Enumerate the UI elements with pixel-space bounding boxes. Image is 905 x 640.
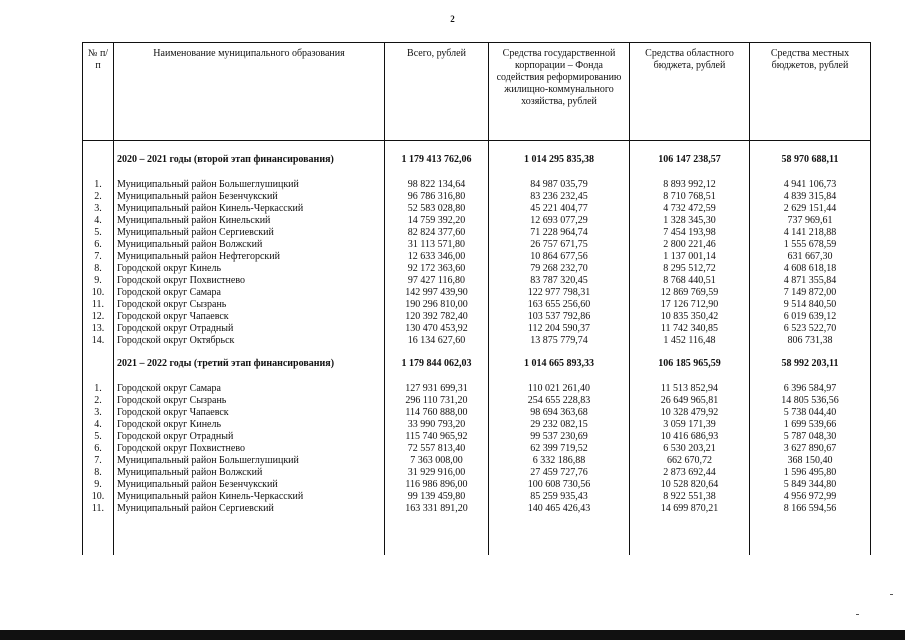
row-local: 5 787 048,30 xyxy=(750,431,871,443)
row-fund: 254 655 228,83 xyxy=(489,395,630,407)
row-fund: 103 537 792,86 xyxy=(489,311,630,323)
table-row xyxy=(83,383,871,395)
row-num: 4. xyxy=(83,419,114,431)
table-row xyxy=(83,503,871,515)
row-fund: 83 236 232,45 xyxy=(489,191,630,203)
table-row xyxy=(83,251,871,263)
row-local: 6 523 522,70 xyxy=(750,323,871,335)
row-regional: 11 742 340,85 xyxy=(630,323,750,335)
row-fund: 84 987 035,79 xyxy=(489,179,630,191)
row-fund: 140 465 426,43 xyxy=(489,503,630,515)
row-local: 3 627 890,67 xyxy=(750,443,871,455)
row-regional: 1 137 001,14 xyxy=(630,251,750,263)
row-name: Городской округ Сызрань xyxy=(114,299,385,311)
row-regional: 6 530 203,21 xyxy=(630,443,750,455)
row-total: 31 929 916,00 xyxy=(385,467,489,479)
table-row xyxy=(83,191,871,203)
row-total: 7 363 008,00 xyxy=(385,455,489,467)
row-num: 10. xyxy=(83,491,114,503)
table-row xyxy=(83,335,871,347)
row-total: 142 997 439,90 xyxy=(385,287,489,299)
stage1-fund: 1 014 295 835,38 xyxy=(489,153,630,167)
table-row xyxy=(83,455,871,467)
row-total: 127 931 699,31 xyxy=(385,383,489,395)
spacer-row xyxy=(83,141,871,154)
scan-speck xyxy=(856,614,859,615)
row-regional: 12 869 769,59 xyxy=(630,287,750,299)
row-local: 4 608 618,18 xyxy=(750,263,871,275)
row-local: 5 849 344,80 xyxy=(750,479,871,491)
spacer-row xyxy=(83,371,871,383)
row-name: Муниципальный район Кинель-Черкасский xyxy=(114,203,385,215)
row-fund: 100 608 730,56 xyxy=(489,479,630,491)
row-num: 11. xyxy=(83,503,114,515)
scan-speck xyxy=(890,594,893,595)
stage2-local: 58 992 203,11 xyxy=(750,357,871,371)
table-row xyxy=(83,263,871,275)
row-total: 72 557 813,40 xyxy=(385,443,489,455)
row-num: 9. xyxy=(83,275,114,287)
row-num: 12. xyxy=(83,311,114,323)
row-num: 5. xyxy=(83,227,114,239)
row-total: 296 110 731,20 xyxy=(385,395,489,407)
table-row xyxy=(83,395,871,407)
row-local: 8 166 594,56 xyxy=(750,503,871,515)
row-total: 130 470 453,92 xyxy=(385,323,489,335)
row-regional: 2 873 692,44 xyxy=(630,467,750,479)
row-regional: 4 732 472,59 xyxy=(630,203,750,215)
row-name: Городской округ Кинель xyxy=(114,419,385,431)
scan-edge-bar xyxy=(0,630,905,640)
row-total: 92 172 363,60 xyxy=(385,263,489,275)
row-fund: 122 977 798,31 xyxy=(489,287,630,299)
row-local: 4 871 355,84 xyxy=(750,275,871,287)
table-row xyxy=(83,419,871,431)
row-total: 115 740 965,92 xyxy=(385,431,489,443)
row-fund: 45 221 404,77 xyxy=(489,203,630,215)
row-name: Городской округ Отрадный xyxy=(114,431,385,443)
row-num: 2. xyxy=(83,191,114,203)
row-local: 9 514 840,50 xyxy=(750,299,871,311)
row-fund: 10 864 677,56 xyxy=(489,251,630,263)
stage1-regional: 106 147 238,57 xyxy=(630,153,750,167)
row-name: Городской округ Похвистнево xyxy=(114,443,385,455)
row-local: 2 629 151,44 xyxy=(750,203,871,215)
row-num: 11. xyxy=(83,299,114,311)
row-total: 31 113 571,80 xyxy=(385,239,489,251)
row-local: 7 149 872,00 xyxy=(750,287,871,299)
row-num: 8. xyxy=(83,263,114,275)
header-name: Наименование муниципального образования xyxy=(114,43,385,141)
row-name: Городской округ Самара xyxy=(114,287,385,299)
row-local: 4 956 972,99 xyxy=(750,491,871,503)
table-row xyxy=(83,479,871,491)
stage2-summary-row xyxy=(83,357,871,371)
row-fund: 79 268 232,70 xyxy=(489,263,630,275)
row-local: 6 019 639,12 xyxy=(750,311,871,323)
stage1-total: 1 179 413 762,06 xyxy=(385,153,489,167)
row-regional: 10 835 350,42 xyxy=(630,311,750,323)
spacer-row xyxy=(83,515,871,525)
row-local: 1 596 495,80 xyxy=(750,467,871,479)
row-regional: 7 454 193,98 xyxy=(630,227,750,239)
table-row xyxy=(83,203,871,215)
row-total: 98 822 134,64 xyxy=(385,179,489,191)
row-regional: 10 328 479,92 xyxy=(630,407,750,419)
row-regional: 11 513 852,94 xyxy=(630,383,750,395)
row-local: 737 969,61 xyxy=(750,215,871,227)
row-total: 163 331 891,20 xyxy=(385,503,489,515)
row-name: Муниципальный район Большеглушицкий xyxy=(114,455,385,467)
row-name: Муниципальный район Волжский xyxy=(114,467,385,479)
table-row xyxy=(83,491,871,503)
table-row xyxy=(83,227,871,239)
stage1-summary-row xyxy=(83,153,871,167)
row-total: 114 760 888,00 xyxy=(385,407,489,419)
row-fund: 13 875 779,74 xyxy=(489,335,630,347)
row-local: 1 699 539,66 xyxy=(750,419,871,431)
row-name: Муниципальный район Сергиевский xyxy=(114,227,385,239)
row-num: 3. xyxy=(83,203,114,215)
stage1-title: 2020 – 2021 годы (второй этап финансирования) xyxy=(114,153,385,167)
table-header-row xyxy=(83,43,871,141)
row-regional: 2 800 221,46 xyxy=(630,239,750,251)
row-name: Муниципальный район Нефтегорский xyxy=(114,251,385,263)
row-regional: 662 670,72 xyxy=(630,455,750,467)
row-regional: 8 295 512,72 xyxy=(630,263,750,275)
row-regional: 8 768 440,51 xyxy=(630,275,750,287)
row-regional: 1 452 116,48 xyxy=(630,335,750,347)
row-num: 10. xyxy=(83,287,114,299)
row-regional: 26 649 965,81 xyxy=(630,395,750,407)
spacer-row xyxy=(83,347,871,357)
financing-table xyxy=(82,42,871,555)
row-total: 96 786 316,80 xyxy=(385,191,489,203)
spacer-row xyxy=(83,167,871,179)
page-number: 2 xyxy=(450,14,455,24)
table-row xyxy=(83,239,871,251)
stage1-local: 58 970 688,11 xyxy=(750,153,871,167)
row-regional: 3 059 171,39 xyxy=(630,419,750,431)
row-name: Муниципальный район Кинельский xyxy=(114,215,385,227)
row-local: 14 805 536,56 xyxy=(750,395,871,407)
table-row xyxy=(83,311,871,323)
stage2-title: 2021 – 2022 годы (третий этап финансирования) xyxy=(114,357,385,371)
row-num: 9. xyxy=(83,479,114,491)
row-name: Муниципальный район Большеглушицкий xyxy=(114,179,385,191)
row-regional: 8 710 768,51 xyxy=(630,191,750,203)
row-local: 806 731,38 xyxy=(750,335,871,347)
header-total: Всего, рублей xyxy=(385,43,489,141)
row-local: 1 555 678,59 xyxy=(750,239,871,251)
row-name: Муниципальный район Безенчукский xyxy=(114,191,385,203)
table-body xyxy=(83,141,871,556)
row-name: Городской округ Отрадный xyxy=(114,323,385,335)
header-regional: Средства областного бюджета, рублей xyxy=(630,43,750,141)
row-fund: 99 537 230,69 xyxy=(489,431,630,443)
row-num: 7. xyxy=(83,251,114,263)
row-num: 8. xyxy=(83,467,114,479)
row-num: 14. xyxy=(83,335,114,347)
row-num: 13. xyxy=(83,323,114,335)
row-total: 33 990 793,20 xyxy=(385,419,489,431)
row-fund: 27 459 727,76 xyxy=(489,467,630,479)
row-regional: 10 528 820,64 xyxy=(630,479,750,491)
row-total: 97 427 116,80 xyxy=(385,275,489,287)
row-regional: 8 893 992,12 xyxy=(630,179,750,191)
row-fund: 12 693 077,29 xyxy=(489,215,630,227)
row-num: 1. xyxy=(83,383,114,395)
header-num: № п/п xyxy=(83,43,114,141)
row-name: Городской округ Чапаевск xyxy=(114,407,385,419)
row-num: 7. xyxy=(83,455,114,467)
row-total: 99 139 459,80 xyxy=(385,491,489,503)
row-regional: 14 699 870,21 xyxy=(630,503,750,515)
row-total: 82 824 377,60 xyxy=(385,227,489,239)
row-total: 116 986 896,00 xyxy=(385,479,489,491)
row-total: 120 392 782,40 xyxy=(385,311,489,323)
row-name: Городской округ Чапаевск xyxy=(114,311,385,323)
row-total: 16 134 627,60 xyxy=(385,335,489,347)
table-row xyxy=(83,323,871,335)
row-fund: 71 228 964,74 xyxy=(489,227,630,239)
row-total: 14 759 392,20 xyxy=(385,215,489,227)
stage2-total: 1 179 844 062,03 xyxy=(385,357,489,371)
row-num: 1. xyxy=(83,179,114,191)
row-name: Городской округ Похвистнево xyxy=(114,275,385,287)
table-row xyxy=(83,467,871,479)
table-row xyxy=(83,443,871,455)
row-num: 4. xyxy=(83,215,114,227)
row-regional: 17 126 712,90 xyxy=(630,299,750,311)
row-local: 368 150,40 xyxy=(750,455,871,467)
row-name: Муниципальный район Безенчукский xyxy=(114,479,385,491)
stage2-regional: 106 185 965,59 xyxy=(630,357,750,371)
table-row xyxy=(83,407,871,419)
header-local: Средства местных бюджетов, рублей xyxy=(750,43,871,141)
row-local: 6 396 584,97 xyxy=(750,383,871,395)
row-fund: 163 655 256,60 xyxy=(489,299,630,311)
row-fund: 85 259 935,43 xyxy=(489,491,630,503)
row-num: 2. xyxy=(83,395,114,407)
row-regional: 1 328 345,30 xyxy=(630,215,750,227)
row-num: 3. xyxy=(83,407,114,419)
row-fund: 110 021 261,40 xyxy=(489,383,630,395)
table-row xyxy=(83,287,871,299)
row-num: 5. xyxy=(83,431,114,443)
row-fund: 6 332 186,88 xyxy=(489,455,630,467)
row-name: Городской округ Октябрьск xyxy=(114,335,385,347)
table-row xyxy=(83,299,871,311)
row-fund: 83 787 320,45 xyxy=(489,275,630,287)
row-fund: 98 694 363,68 xyxy=(489,407,630,419)
row-total: 190 296 810,00 xyxy=(385,299,489,311)
row-local: 4 839 315,84 xyxy=(750,191,871,203)
row-name: Муниципальный район Сергиевский xyxy=(114,503,385,515)
row-num: 6. xyxy=(83,443,114,455)
table-row xyxy=(83,275,871,287)
header-fund: Средства государственной корпорации – Фонда содействия реформированию жилищно-коммунального хозяйства, рублей xyxy=(489,43,630,141)
row-total: 52 583 028,80 xyxy=(385,203,489,215)
row-local: 4 941 106,73 xyxy=(750,179,871,191)
spacer-row xyxy=(83,525,871,555)
row-fund: 26 757 671,75 xyxy=(489,239,630,251)
row-regional: 8 922 551,38 xyxy=(630,491,750,503)
row-local: 4 141 218,88 xyxy=(750,227,871,239)
row-local: 631 667,30 xyxy=(750,251,871,263)
row-name: Городской округ Самара xyxy=(114,383,385,395)
table-row xyxy=(83,215,871,227)
row-fund: 62 399 719,52 xyxy=(489,443,630,455)
row-fund: 29 232 082,15 xyxy=(489,419,630,431)
table-row xyxy=(83,179,871,191)
row-regional: 10 416 686,93 xyxy=(630,431,750,443)
row-name: Городской округ Кинель xyxy=(114,263,385,275)
row-name: Муниципальный район Волжский xyxy=(114,239,385,251)
row-num: 6. xyxy=(83,239,114,251)
row-local: 5 738 044,40 xyxy=(750,407,871,419)
row-name: Городской округ Сызрань xyxy=(114,395,385,407)
row-total: 12 633 346,00 xyxy=(385,251,489,263)
stage2-fund: 1 014 665 893,33 xyxy=(489,357,630,371)
table-row xyxy=(83,431,871,443)
row-name: Муниципальный район Кинель-Черкасский xyxy=(114,491,385,503)
row-fund: 112 204 590,37 xyxy=(489,323,630,335)
